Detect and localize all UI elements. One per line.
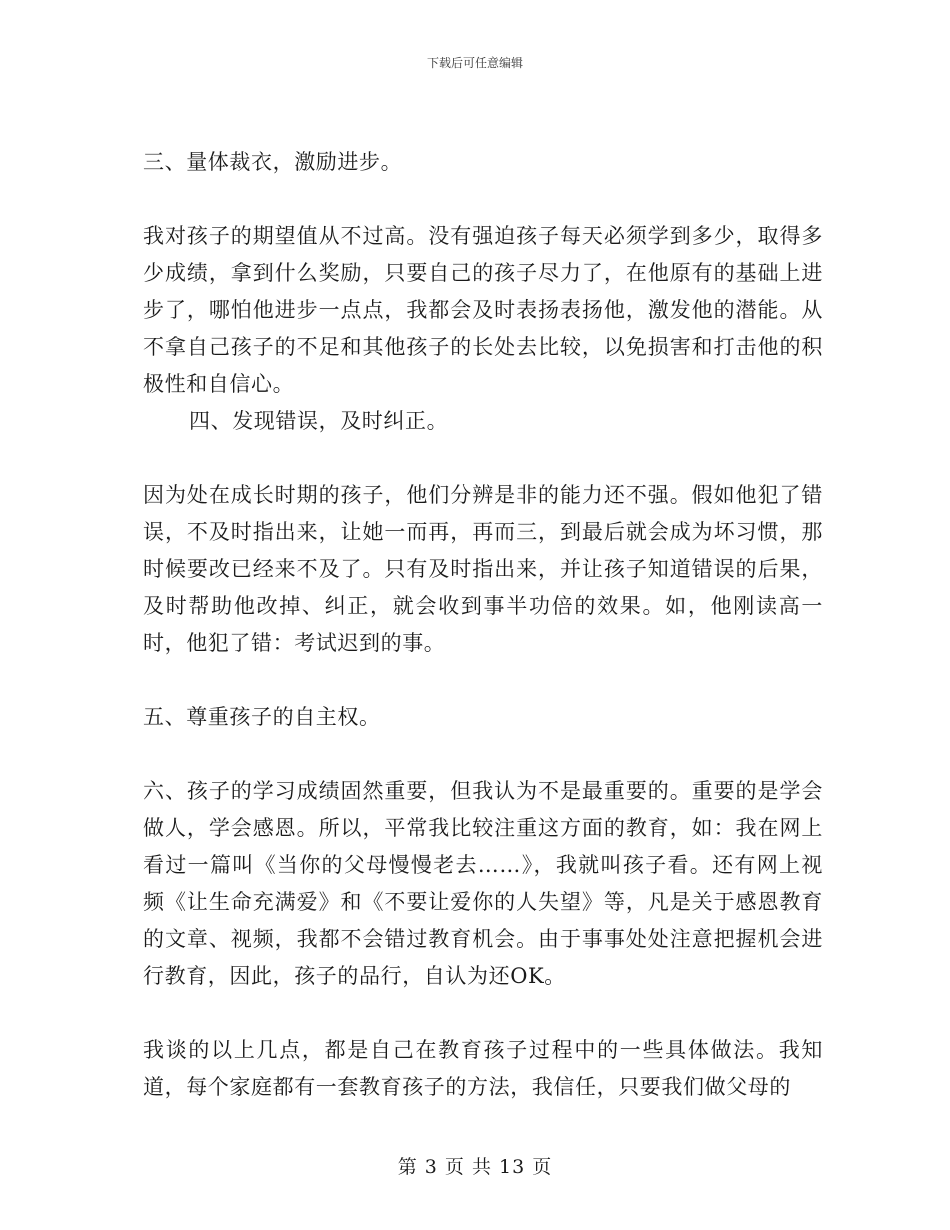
heading-four: 四、发现错误，及时纠正。 — [189, 409, 449, 433]
document-body — [143, 144, 823, 1106]
heading-five: 五、尊重孩子的自主权。 — [143, 705, 381, 729]
paragraph-six: 六、孩子的学习成绩固然重要，但我认为不是最重要的。重要的是学会做人，学会感恩。所以，平常我比较注重这方面的教育，如：我在网上看过一篇叫《当你的父母慢慢老去……》，我就叫孩子看。还有网上视频《让生命充满爱》和《不要让爱你的人失望》等，凡是关于感恩教育的文章、视频，我都不会错过教育机会。由于事事处处注意把握机会进行教育，因此，孩子的品行，自认为还OK。 — [143, 779, 823, 988]
paragraph-gap — [143, 736, 823, 773]
paragraph-gap — [143, 440, 823, 477]
page-number-footer: 第 3 页 共 13 页 — [397, 1156, 553, 1178]
paragraph-correct-mistakes: 因为处在成长时期的孩子，他们分辨是非的能力还不强。假如他犯了错误，不及时指出来，让她一而再，再而三，到最后就会成为坏习惯，那时候要改已经来不及了。只有及时指出来，并让孩子知道错误的后果，及时帮助他改掉、纠正，就会收到事半功倍的效果。如，他刚读高一时，他犯了错：考试迟到的事。 — [143, 483, 823, 655]
paragraph-gap — [143, 995, 823, 1032]
page-header-note: 下载后可任意编辑 — [426, 56, 523, 70]
paragraph-expectations: 我对孩子的期望值从不过高。没有强迫孩子每天必须学到多少，取得多少成绩，拿到什么奖励，只要自己的孩子尽力了，在他原有的基础上进步了，哪怕他进步一点点，我都会及时表扬表扬他，激发他的潜能。从不拿自己孩子的不足和其他孩子的长处去比较，以免损害和打击他的积极性和自信心。 — [143, 224, 823, 396]
paragraph-gap — [143, 662, 823, 699]
paragraph-gap — [143, 181, 823, 218]
heading-three: 三、量体裁衣，激励进步。 — [143, 150, 403, 174]
paragraph-conclusion: 我谈的以上几点，都是自己在教育孩子过程中的一些具体做法。我知道，每个家庭都有一套教育孩子的方法，我信任，只要我们做父母的 — [143, 1038, 823, 1099]
